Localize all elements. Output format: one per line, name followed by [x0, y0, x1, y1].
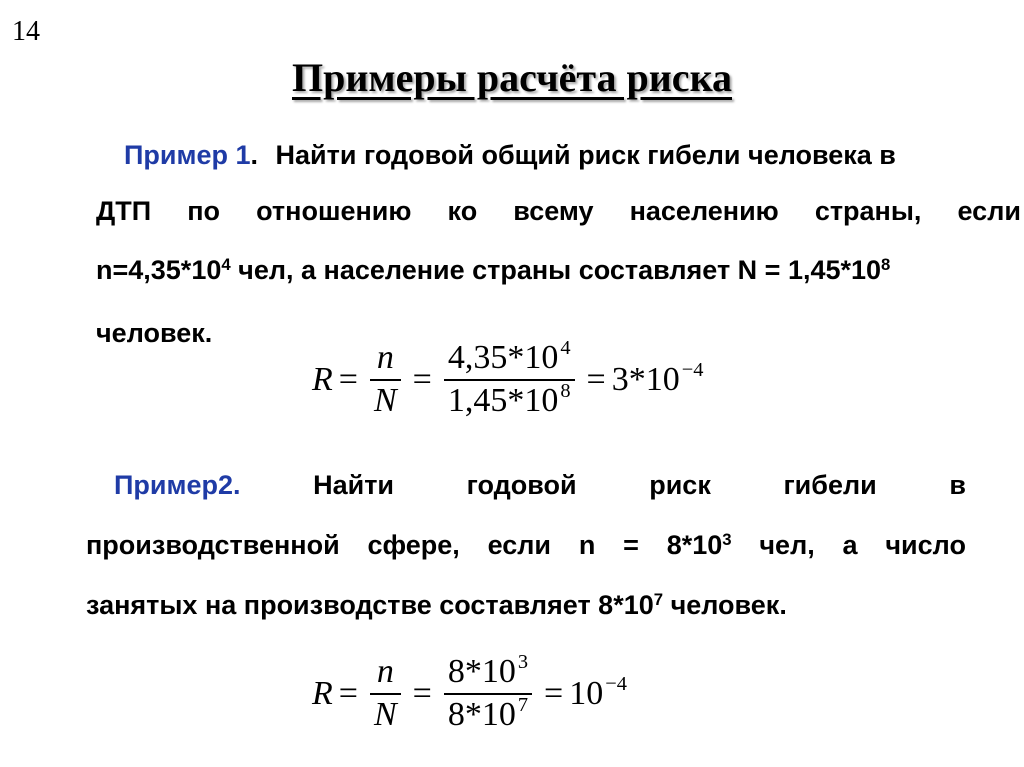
formula2-lhs: R	[312, 674, 333, 712]
formula-2	[312, 652, 627, 736]
example2-word: гибели	[783, 470, 877, 500]
example2-word: риск	[649, 470, 711, 500]
example2-line2	[86, 530, 966, 561]
example2-paragraph	[86, 470, 966, 630]
formula1-num-exp: 4	[560, 336, 571, 359]
example1-paragraph	[96, 140, 1024, 360]
formula2-frac-num: n	[376, 653, 394, 690]
formula1-eq1: =	[338, 360, 358, 398]
example2-line3-tail: человек.	[663, 590, 787, 620]
example2-word: а	[842, 530, 858, 560]
formula1-den-exp: 8	[560, 379, 571, 402]
formula1-values-fraction	[444, 338, 575, 422]
example2-line3	[86, 590, 787, 621]
example2-n-value	[667, 530, 732, 561]
example1-line1-text: Найти годовой общий риск гибели человека в	[275, 140, 896, 170]
formula1-result	[611, 358, 704, 399]
example1-line2	[96, 196, 1021, 227]
formula2-num-exp: 3	[517, 650, 529, 673]
formula2-result-base: 10	[569, 674, 604, 712]
example2-word: Найти	[313, 470, 395, 500]
example2-workers-exponent: 7	[653, 589, 664, 609]
example1-word: страны,	[814, 196, 922, 226]
example1-line4	[96, 318, 212, 349]
slide-title: Примеры расчёта риска	[291, 55, 733, 100]
example1-n-value: n=4,35*10	[96, 255, 222, 285]
example2-line1	[114, 470, 966, 501]
formula1-eq3: =	[586, 360, 606, 398]
example2-word: =	[623, 530, 639, 560]
formula1-frac-num: n	[376, 339, 394, 376]
example2-word: число	[885, 530, 966, 560]
example1-label-dot: .	[250, 140, 259, 170]
example1-N-exponent: 8	[881, 254, 891, 274]
formula1-num-base: 4,35*10	[447, 339, 559, 376]
formula2-result	[569, 672, 627, 713]
formula2-eq1: =	[338, 674, 358, 712]
formula1-lhs: R	[312, 360, 333, 398]
example1-word: всему	[513, 196, 594, 226]
example2-word: годовой	[466, 470, 577, 500]
example1-word: ДТП	[96, 196, 152, 226]
example2-label: Пример2.	[114, 470, 241, 500]
formula2-num-base: 8*10	[447, 653, 516, 690]
formula1-frac-den: N	[373, 381, 397, 419]
formula2-frac-den: N	[373, 695, 397, 733]
example2-word: производственной	[86, 530, 340, 560]
example1-word: если	[957, 196, 1021, 226]
formula1-numerator	[444, 338, 575, 379]
formula2-eq2: =	[412, 674, 432, 712]
formula2-den-exp: 7	[517, 693, 529, 716]
example1-line4-text: человек.	[96, 318, 213, 348]
example1-line3	[96, 255, 890, 286]
example1-word: отношению	[256, 196, 412, 226]
formula1-result-exp: −4	[681, 358, 704, 381]
example1-word: ко	[447, 196, 478, 226]
formula-1	[312, 338, 703, 422]
example1-word: по	[187, 196, 221, 226]
formula2-n-over-N	[370, 652, 401, 736]
example2-line3-text: занятых на производстве составляет 8*10	[86, 590, 654, 620]
example1-label: Пример 1	[124, 140, 251, 170]
example1-word: населению	[629, 196, 779, 226]
example1-line1	[124, 140, 896, 171]
formula1-eq2: =	[412, 360, 432, 398]
formula2-values-fraction	[444, 652, 532, 736]
example2-word: сфере,	[367, 530, 460, 560]
formula2-eq3: =	[544, 674, 564, 712]
example1-population-text: чел, а население страны составляет N = 1,45*10	[230, 255, 882, 285]
formula2-numerator	[444, 652, 532, 693]
formula2-result-exp: −4	[605, 672, 627, 695]
slide-number: 14	[12, 16, 40, 47]
formula1-n-over-N	[370, 338, 401, 422]
example2-word: n	[578, 530, 596, 560]
example2-n-exponent: 3	[722, 529, 732, 549]
formula1-result-base: 3*10	[611, 360, 680, 398]
example2-n-base: 8*10	[666, 530, 723, 560]
formula1-den-base: 1,45*10	[447, 381, 559, 419]
formula1-denominator	[444, 381, 575, 422]
example2-word: в	[949, 470, 966, 500]
example1-n-exponent: 4	[221, 254, 231, 274]
formula2-den-base: 8*10	[447, 695, 516, 733]
formula2-denominator	[444, 695, 532, 736]
example2-word: чел,	[759, 530, 815, 560]
example2-word: если	[487, 530, 552, 560]
